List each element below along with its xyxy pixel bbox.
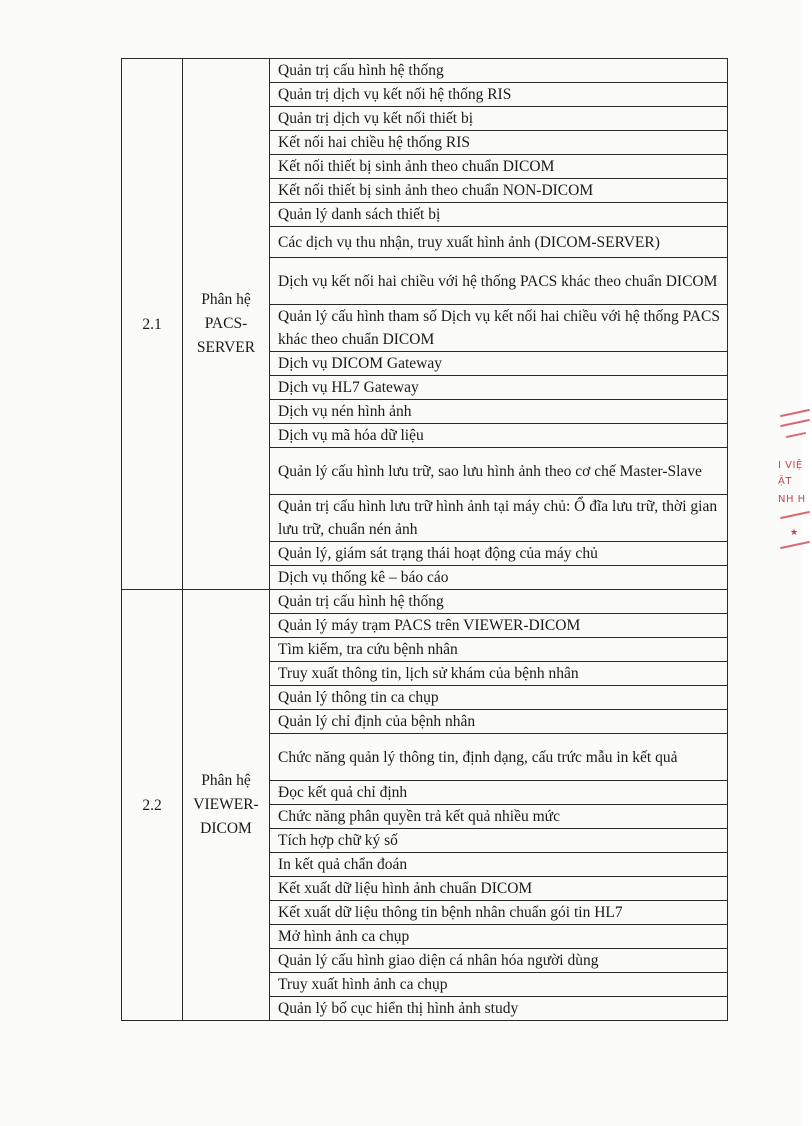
feature-cell: Quản trị cấu hình hệ thống: [270, 59, 728, 83]
feature-cell: Quản trị cấu hình lưu trữ hình ảnh tại máy chủ: Ổ đĩa lưu trữ, thời gian lưu trữ, chuẩn nén ảnh: [270, 495, 728, 542]
feature-cell: In kết quả chẩn đoán: [270, 853, 728, 877]
feature-cell: Quản lý bố cục hiển thị hình ảnh study: [270, 997, 728, 1021]
feature-cell: Dịch vụ mã hóa dữ liệu: [270, 424, 728, 448]
feature-cell: Truy xuất thông tin, lịch sử khám của bệnh nhân: [270, 662, 728, 686]
stamp-arc: [780, 409, 810, 417]
feature-cell: Chức năng quản lý thông tin, định dạng, cấu trức mẫu in kết quả: [270, 734, 728, 781]
feature-cell: Quản trị cấu hình hệ thống: [270, 590, 728, 614]
feature-cell: Mở hình ảnh ca chụp: [270, 925, 728, 949]
feature-cell: Quản lý thông tin ca chụp: [270, 686, 728, 710]
feature-cell: Quản lý cấu hình tham số Dịch vụ kết nối hai chiều với hệ thống PACS khác theo chuẩn DICOM: [270, 305, 728, 352]
section-number: 2.1: [122, 59, 183, 590]
stamp-arc: [780, 541, 810, 549]
feature-cell: Quản trị dịch vụ kết nối hệ thống RIS: [270, 83, 728, 107]
feature-cell: Tích hợp chữ ký số: [270, 829, 728, 853]
table-row: [122, 59, 728, 83]
star-icon: ★: [790, 528, 799, 538]
feature-cell: Quản lý cấu hình giao diện cá nhân hóa người dùng: [270, 949, 728, 973]
module-name-line: VIEWER-: [193, 796, 259, 813]
feature-cell: Quản lý danh sách thiết bị: [270, 203, 728, 227]
feature-table: [121, 58, 728, 1021]
module-name-line: Phân hệ: [201, 291, 251, 308]
module-name-line: DICOM: [200, 820, 252, 837]
feature-cell: Dịch vụ HL7 Gateway: [270, 376, 728, 400]
stamp-text: NH H: [778, 494, 806, 505]
stamp-arc: [780, 511, 810, 519]
feature-cell: Các dịch vụ thu nhận, truy xuất hình ảnh (DICOM-SERVER): [270, 227, 728, 258]
feature-cell: Dịch vụ kết nối hai chiều với hệ thống PACS khác theo chuẩn DICOM: [270, 258, 728, 305]
feature-cell: Truy xuất hình ảnh ca chụp: [270, 973, 728, 997]
module-name-line: Phân hệ: [201, 772, 251, 789]
feature-cell: Kết nối thiết bị sinh ảnh theo chuẩn DICOM: [270, 155, 728, 179]
section-number: 2.2: [122, 590, 183, 1021]
feature-cell: Quản lý máy trạm PACS trên VIEWER-DICOM: [270, 614, 728, 638]
feature-cell: Dịch vụ thống kê – báo cáo: [270, 566, 728, 590]
module-name: [183, 590, 270, 1021]
stamp-text: I VIỆ: [778, 460, 803, 471]
feature-cell: Quản trị dịch vụ kết nối thiết bị: [270, 107, 728, 131]
stamp-arc: [786, 432, 806, 438]
feature-cell: Kết xuất dữ liệu thông tin bệnh nhân chuẩn gói tin HL7: [270, 901, 728, 925]
feature-cell: Chức năng phân quyền trả kết quả nhiều mức: [270, 805, 728, 829]
feature-cell: Đọc kết quả chỉ định: [270, 781, 728, 805]
red-seal-stamp: [772, 410, 812, 550]
feature-cell: Kết nối hai chiều hệ thống RIS: [270, 131, 728, 155]
feature-cell: Quản lý cấu hình lưu trữ, sao lưu hình ảnh theo cơ chế Master-Slave: [270, 448, 728, 495]
feature-cell: Quản lý chỉ định của bệnh nhân: [270, 710, 728, 734]
feature-cell: Dịch vụ nén hình ảnh: [270, 400, 728, 424]
table-row: [122, 590, 728, 614]
feature-cell: Kết nối thiết bị sinh ảnh theo chuẩn NON-DICOM: [270, 179, 728, 203]
feature-cell: Tìm kiếm, tra cứu bệnh nhân: [270, 638, 728, 662]
module-name: [183, 59, 270, 590]
stamp-arc: [780, 419, 810, 427]
feature-cell: Dịch vụ DICOM Gateway: [270, 352, 728, 376]
stamp-text: ẬT: [778, 476, 792, 487]
module-name-line: SERVER: [196, 339, 256, 356]
module-name-line: PACS-: [204, 315, 248, 332]
feature-cell: Kết xuất dữ liệu hình ảnh chuẩn DICOM: [270, 877, 728, 901]
feature-cell: Quản lý, giám sát trạng thái hoạt động của máy chủ: [270, 542, 728, 566]
